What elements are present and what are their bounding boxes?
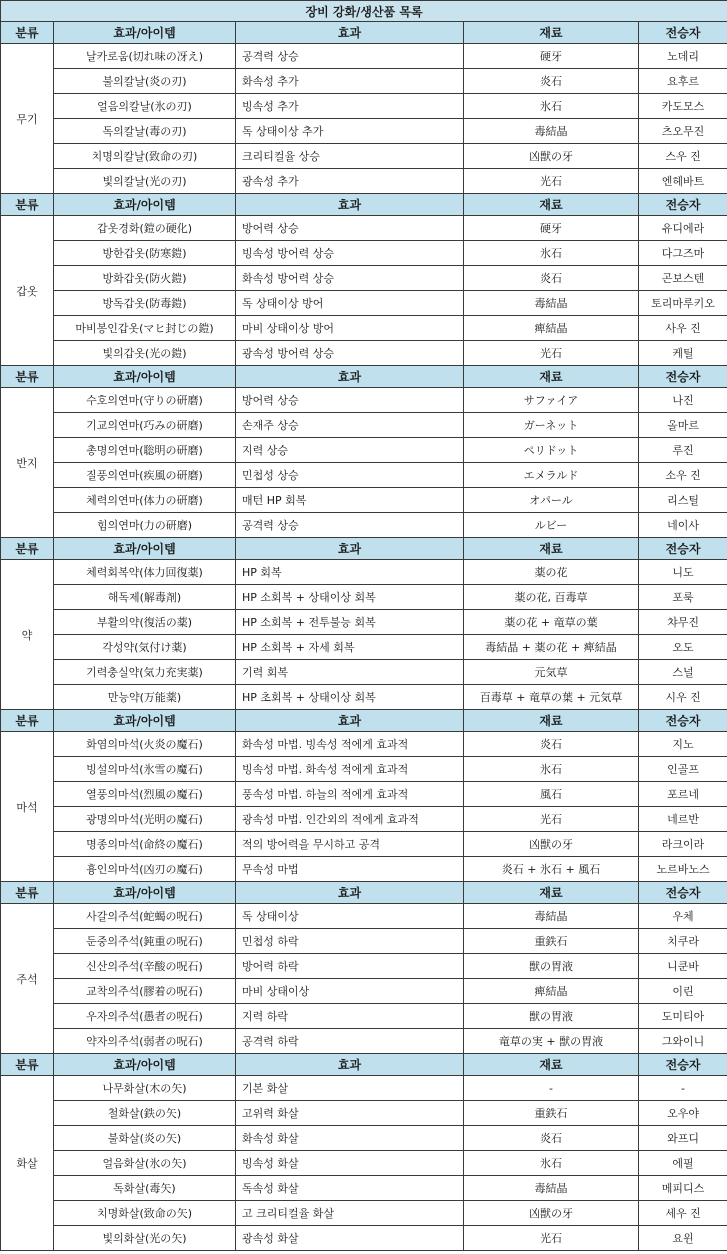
section-header-row xyxy=(1,22,727,44)
item-material: 凶獣の牙 xyxy=(464,1201,639,1226)
item-effect: HP 회복 xyxy=(236,560,464,585)
table-row xyxy=(1,979,727,1004)
item-name: 화염의마석(火炎の魔石) xyxy=(54,732,236,757)
header-heir: 전승자 xyxy=(639,538,727,560)
table-row xyxy=(1,782,727,807)
category-cell: 갑옷 xyxy=(1,216,54,366)
header-item: 효과/아이템 xyxy=(54,710,236,732)
table-row xyxy=(1,1029,727,1054)
item-effect: 지력 하락 xyxy=(236,1004,464,1029)
item-effect: 빙속성 화살 xyxy=(236,1151,464,1176)
item-material: 炎石 xyxy=(464,69,639,94)
item-heir: 니쿤바 xyxy=(639,954,727,979)
item-material: 硬牙 xyxy=(464,216,639,241)
category-cell: 화살 xyxy=(1,1076,54,1251)
item-name: 총명의연마(聡明の研磨) xyxy=(54,438,236,463)
table-row xyxy=(1,685,727,710)
item-heir: 라크이라 xyxy=(639,832,727,857)
item-heir: 이린 xyxy=(639,979,727,1004)
item-heir: 다그즈마 xyxy=(639,241,727,266)
item-effect: 기본 화살 xyxy=(236,1076,464,1101)
table-row xyxy=(1,341,727,366)
table-row xyxy=(1,832,727,857)
item-effect: 독 상태이상 추가 xyxy=(236,119,464,144)
header-category: 분류 xyxy=(1,1054,54,1076)
header-material: 재료 xyxy=(464,710,639,732)
table-row xyxy=(1,560,727,585)
header-item: 효과/아이템 xyxy=(54,538,236,560)
item-heir: 그와이니 xyxy=(639,1029,727,1054)
title-row xyxy=(1,1,727,22)
item-material: 硬牙 xyxy=(464,44,639,69)
item-material: 光石 xyxy=(464,1226,639,1251)
table-row xyxy=(1,316,727,341)
item-material: 竜草の実 + 獣の胃液 xyxy=(464,1029,639,1054)
item-heir: 네이사 xyxy=(639,513,727,538)
item-material: 重鉄石 xyxy=(464,929,639,954)
item-material: 薬の花, 百毒草 xyxy=(464,585,639,610)
item-heir: 노르바노스 xyxy=(639,857,727,882)
header-heir: 전승자 xyxy=(639,1054,727,1076)
item-heir: 니도 xyxy=(639,560,727,585)
item-name: 열풍의마석(烈風の魔石) xyxy=(54,782,236,807)
item-heir: 소우 진 xyxy=(639,463,727,488)
category-cell: 마석 xyxy=(1,732,54,882)
item-effect: 광속성 마법. 인간외의 적에게 효과적 xyxy=(236,807,464,832)
item-heir: 케틸 xyxy=(639,341,727,366)
item-heir: 에필 xyxy=(639,1151,727,1176)
item-name: 빛의갑옷(光の鎧) xyxy=(54,341,236,366)
item-name: 교착의주석(膠着の呪石) xyxy=(54,979,236,1004)
item-effect: 방어력 상승 xyxy=(236,388,464,413)
header-material: 재료 xyxy=(464,1054,639,1076)
item-effect: 광속성 방어력 상승 xyxy=(236,341,464,366)
section-header-row xyxy=(1,366,727,388)
table-row xyxy=(1,1076,727,1101)
item-material: 氷石 xyxy=(464,1151,639,1176)
item-effect: 민첩성 하락 xyxy=(236,929,464,954)
item-effect: 고위력 화살 xyxy=(236,1101,464,1126)
item-effect: 적의 방어력을 무시하고 공격 xyxy=(236,832,464,857)
header-effect: 효과 xyxy=(236,538,464,560)
item-material: 毒結晶 xyxy=(464,1176,639,1201)
table-row xyxy=(1,857,727,882)
item-name: 치명의칼날(致命の刃) xyxy=(54,144,236,169)
item-name: 빙설의마석(氷雪の魔石) xyxy=(54,757,236,782)
table-row xyxy=(1,585,727,610)
item-name: 기력충실약(気力充実薬) xyxy=(54,660,236,685)
item-name: 명종의마석(命終の魔石) xyxy=(54,832,236,857)
item-heir: 포르네 xyxy=(639,782,727,807)
item-heir: - xyxy=(639,1076,727,1101)
table-row xyxy=(1,1176,727,1201)
table-row xyxy=(1,44,727,69)
table-row xyxy=(1,488,727,513)
item-heir: 리스틸 xyxy=(639,488,727,513)
table-row xyxy=(1,1101,727,1126)
item-effect: 무속성 마법 xyxy=(236,857,464,882)
header-effect: 효과 xyxy=(236,1054,464,1076)
item-effect: 화속성 추가 xyxy=(236,69,464,94)
item-heir: 치쿠라 xyxy=(639,929,727,954)
header-effect: 효과 xyxy=(236,882,464,904)
header-material: 재료 xyxy=(464,882,639,904)
item-name: 각성약(気付け薬) xyxy=(54,635,236,660)
item-effect: 크리티컬율 상승 xyxy=(236,144,464,169)
header-category: 분류 xyxy=(1,366,54,388)
header-effect: 효과 xyxy=(236,366,464,388)
item-name: 힘의연마(力の研磨) xyxy=(54,513,236,538)
item-name: 만능약(万能薬) xyxy=(54,685,236,710)
item-effect: 독 상태이상 방어 xyxy=(236,291,464,316)
table-row xyxy=(1,413,727,438)
item-material: 凶獣の牙 xyxy=(464,832,639,857)
table-row xyxy=(1,388,727,413)
item-effect: 마비 상태이상 방어 xyxy=(236,316,464,341)
item-effect: 고 크리티컬율 화살 xyxy=(236,1201,464,1226)
header-heir: 전승자 xyxy=(639,710,727,732)
header-material: 재료 xyxy=(464,22,639,44)
item-effect: 광속성 화살 xyxy=(236,1226,464,1251)
header-item: 효과/아이템 xyxy=(54,1054,236,1076)
header-effect: 효과 xyxy=(236,710,464,732)
section-header-row xyxy=(1,194,727,216)
item-material: - xyxy=(464,1076,639,1101)
item-heir: 토리마루키오 xyxy=(639,291,727,316)
item-effect: 화속성 화살 xyxy=(236,1126,464,1151)
header-category: 분류 xyxy=(1,882,54,904)
category-cell: 반지 xyxy=(1,388,54,538)
item-material: 光石 xyxy=(464,341,639,366)
item-heir: 포룩 xyxy=(639,585,727,610)
table-row xyxy=(1,807,727,832)
item-material: ペリドット xyxy=(464,438,639,463)
table-row xyxy=(1,757,727,782)
item-material: エメラルド xyxy=(464,463,639,488)
item-heir: 나진 xyxy=(639,388,727,413)
item-heir: 츠오무진 xyxy=(639,119,727,144)
item-material: 凶獣の牙 xyxy=(464,144,639,169)
item-effect: 빙속성 추가 xyxy=(236,94,464,119)
header-item: 효과/아이템 xyxy=(54,882,236,904)
item-name: 질풍의연마(疾風の研磨) xyxy=(54,463,236,488)
item-heir: 카도모스 xyxy=(639,94,727,119)
table-row xyxy=(1,929,727,954)
item-effect: HP 소회복 + 상태이상 회복 xyxy=(236,585,464,610)
page-title: 장비 강화/생산품 목록 xyxy=(1,1,727,22)
item-name: 해독제(解毒剤) xyxy=(54,585,236,610)
item-material: サファイア xyxy=(464,388,639,413)
item-name: 독화살(毒矢) xyxy=(54,1176,236,1201)
item-effect: 화속성 마법. 빙속성 적에게 효과적 xyxy=(236,732,464,757)
item-name: 약자의주석(弱者の呪石) xyxy=(54,1029,236,1054)
item-name: 수호의연마(守りの研磨) xyxy=(54,388,236,413)
item-name: 기교의연마(巧みの研磨) xyxy=(54,413,236,438)
item-effect: 매턴 HP 회복 xyxy=(236,488,464,513)
category-cell: 약 xyxy=(1,560,54,710)
item-name: 부활의약(復活の薬) xyxy=(54,610,236,635)
table-row xyxy=(1,216,727,241)
item-material: 百毒草 + 竜草の葉 + 元気草 xyxy=(464,685,639,710)
table-row xyxy=(1,463,727,488)
item-heir: 와프디 xyxy=(639,1126,727,1151)
item-effect: 빙속성 마법. 화속성 적에게 효과적 xyxy=(236,757,464,782)
item-name: 날카로움(切れ味の冴え) xyxy=(54,44,236,69)
table-row xyxy=(1,1126,727,1151)
item-name: 불의칼날(炎の刃) xyxy=(54,69,236,94)
table-row xyxy=(1,69,727,94)
item-name: 광명의마석(光明の魔石) xyxy=(54,807,236,832)
table-row xyxy=(1,732,727,757)
item-effect: 공격력 하락 xyxy=(236,1029,464,1054)
item-heir: 올마르 xyxy=(639,413,727,438)
item-heir: 네르반 xyxy=(639,807,727,832)
item-heir: 요후르 xyxy=(639,69,727,94)
item-heir: 오우야 xyxy=(639,1101,727,1126)
item-heir: 사우 진 xyxy=(639,316,727,341)
header-category: 분류 xyxy=(1,710,54,732)
table-row xyxy=(1,169,727,194)
item-heir: 오도 xyxy=(639,635,727,660)
item-name: 우자의주석(愚者の呪石) xyxy=(54,1004,236,1029)
section-header-row xyxy=(1,710,727,732)
header-effect: 효과 xyxy=(236,194,464,216)
item-material: 氷石 xyxy=(464,757,639,782)
item-material: 光石 xyxy=(464,169,639,194)
item-material: 毒結晶 xyxy=(464,904,639,929)
item-material: 毒結晶 xyxy=(464,291,639,316)
item-heir: 루진 xyxy=(639,438,727,463)
item-name: 사갈의주석(蛇蝎の呪石) xyxy=(54,904,236,929)
table-row xyxy=(1,610,727,635)
item-heir: 지노 xyxy=(639,732,727,757)
item-name: 독의칼날(毒の刃) xyxy=(54,119,236,144)
item-material: 炎石 xyxy=(464,732,639,757)
header-heir: 전승자 xyxy=(639,22,727,44)
item-material: 痺結晶 xyxy=(464,316,639,341)
item-material: 獣の胃液 xyxy=(464,1004,639,1029)
item-material: ガーネット xyxy=(464,413,639,438)
table-row xyxy=(1,904,727,929)
item-material: 薬の花 + 竜草の葉 xyxy=(464,610,639,635)
item-effect: 화속성 방어력 상승 xyxy=(236,266,464,291)
item-effect: HP 소회복 + 자세 회복 xyxy=(236,635,464,660)
item-name: 흉인의마석(凶刃の魔石) xyxy=(54,857,236,882)
item-material: 痺結晶 xyxy=(464,979,639,1004)
item-effect: 공격력 상승 xyxy=(236,44,464,69)
section-header-row xyxy=(1,1054,727,1076)
item-name: 방화갑옷(防火鎧) xyxy=(54,266,236,291)
item-name: 치명화살(致命の矢) xyxy=(54,1201,236,1226)
item-material: 重鉄石 xyxy=(464,1101,639,1126)
table-row xyxy=(1,94,727,119)
item-heir: 곤보스텐 xyxy=(639,266,727,291)
category-cell: 무기 xyxy=(1,44,54,194)
item-name: 나무화살(木の矢) xyxy=(54,1076,236,1101)
item-heir: 챠무진 xyxy=(639,610,727,635)
table-row xyxy=(1,635,727,660)
table-row xyxy=(1,1201,727,1226)
item-effect: HP 초회복 + 상태이상 회복 xyxy=(236,685,464,710)
table-row xyxy=(1,291,727,316)
header-material: 재료 xyxy=(464,538,639,560)
category-cell: 주석 xyxy=(1,904,54,1054)
header-effect: 효과 xyxy=(236,22,464,44)
item-name: 얼음의칼날(氷の刃) xyxy=(54,94,236,119)
item-material: 光石 xyxy=(464,807,639,832)
header-material: 재료 xyxy=(464,366,639,388)
header-heir: 전승자 xyxy=(639,366,727,388)
item-heir: 스우 진 xyxy=(639,144,727,169)
item-name: 얼음화살(氷の矢) xyxy=(54,1151,236,1176)
table-row xyxy=(1,1226,727,1251)
item-effect: 공격력 상승 xyxy=(236,513,464,538)
header-item: 효과/아이템 xyxy=(54,194,236,216)
item-heir: 도미티아 xyxy=(639,1004,727,1029)
header-category: 분류 xyxy=(1,22,54,44)
item-heir: 스널 xyxy=(639,660,727,685)
table-row xyxy=(1,1151,727,1176)
header-material: 재료 xyxy=(464,194,639,216)
item-heir: 엔헤바트 xyxy=(639,169,727,194)
item-material: 氷石 xyxy=(464,241,639,266)
item-heir: 우체 xyxy=(639,904,727,929)
item-material: 氷石 xyxy=(464,94,639,119)
item-material: 薬の花 xyxy=(464,560,639,585)
header-item: 효과/아이템 xyxy=(54,366,236,388)
item-heir: 유디에라 xyxy=(639,216,727,241)
table-row xyxy=(1,266,727,291)
item-material: 炎石 xyxy=(464,1126,639,1151)
header-category: 분류 xyxy=(1,194,54,216)
item-heir: 세우 진 xyxy=(639,1201,727,1226)
item-effect: 광속성 추가 xyxy=(236,169,464,194)
header-item: 효과/아이템 xyxy=(54,22,236,44)
item-material: 獣の胃液 xyxy=(464,954,639,979)
table-row xyxy=(1,241,727,266)
item-effect: HP 소회복 + 전투불능 회복 xyxy=(236,610,464,635)
item-heir: 노데리 xyxy=(639,44,727,69)
item-name: 체력회복약(体力回復薬) xyxy=(54,560,236,585)
item-effect: 손재주 상승 xyxy=(236,413,464,438)
item-material: ルビー xyxy=(464,513,639,538)
table-row xyxy=(1,119,727,144)
item-effect: 마비 상태이상 xyxy=(236,979,464,1004)
item-heir: 시우 진 xyxy=(639,685,727,710)
table-row xyxy=(1,438,727,463)
item-name: 불화살(炎の矢) xyxy=(54,1126,236,1151)
item-name: 마비봉인갑옷(マヒ封じの鎧) xyxy=(54,316,236,341)
item-effect: 기력 회복 xyxy=(236,660,464,685)
item-effect: 지력 상승 xyxy=(236,438,464,463)
item-name: 방독갑옷(防毒鎧) xyxy=(54,291,236,316)
section-header-row xyxy=(1,538,727,560)
item-heir: 인골프 xyxy=(639,757,727,782)
item-heir: 요윈 xyxy=(639,1226,727,1251)
item-material: 炎石 + 氷石 + 風石 xyxy=(464,857,639,882)
item-name: 갑옷경화(鎧の硬化) xyxy=(54,216,236,241)
section-header-row xyxy=(1,882,727,904)
item-heir: 메피디스 xyxy=(639,1176,727,1201)
item-effect: 독 상태이상 xyxy=(236,904,464,929)
item-name: 체력의연마(体力の研磨) xyxy=(54,488,236,513)
item-name: 방한갑옷(防寒鎧) xyxy=(54,241,236,266)
table-row xyxy=(1,1004,727,1029)
table-row xyxy=(1,660,727,685)
item-effect: 빙속성 방어력 상승 xyxy=(236,241,464,266)
item-effect: 방어력 상승 xyxy=(236,216,464,241)
table-row xyxy=(1,144,727,169)
header-heir: 전승자 xyxy=(639,194,727,216)
item-name: 빛의화살(光の矢) xyxy=(54,1226,236,1251)
item-effect: 민첩성 상승 xyxy=(236,463,464,488)
item-effect: 방어력 하락 xyxy=(236,954,464,979)
item-material: 毒結晶 + 薬の花 + 痺結晶 xyxy=(464,635,639,660)
item-material: 風石 xyxy=(464,782,639,807)
item-name: 둔중의주석(鈍重の呪石) xyxy=(54,929,236,954)
item-effect: 독속성 화살 xyxy=(236,1176,464,1201)
table-row xyxy=(1,954,727,979)
item-material: 元気草 xyxy=(464,660,639,685)
item-name: 신산의주석(辛酸の呪石) xyxy=(54,954,236,979)
item-material: オパール xyxy=(464,488,639,513)
item-material: 毒結晶 xyxy=(464,119,639,144)
item-effect: 풍속성 마법. 하늘의 적에게 효과적 xyxy=(236,782,464,807)
item-name: 철화살(鉄の矢) xyxy=(54,1101,236,1126)
item-name: 빛의칼날(光の刃) xyxy=(54,169,236,194)
header-category: 분류 xyxy=(1,538,54,560)
header-heir: 전승자 xyxy=(639,882,727,904)
item-material: 炎石 xyxy=(464,266,639,291)
table-row xyxy=(1,513,727,538)
